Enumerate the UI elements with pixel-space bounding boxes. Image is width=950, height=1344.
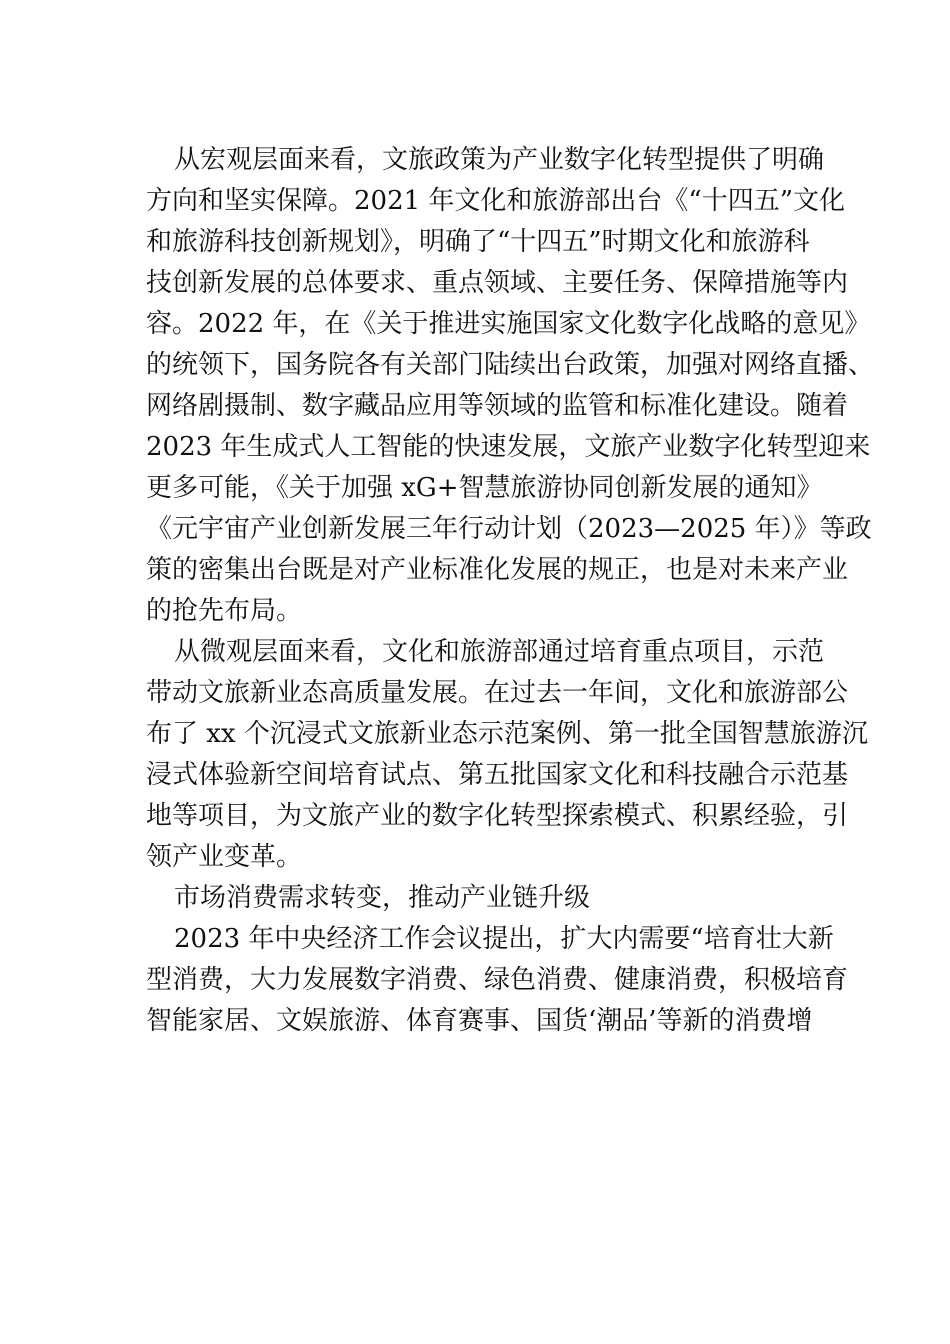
paragraph-line: 布了 xx 个沉浸式文旅新业态示范案例、第一批全国智慧旅游沉 — [146, 719, 868, 749]
paragraph-line: 2023 年生成式人工智能的快速发展，文旅产业数字化转型迎来 — [146, 432, 871, 462]
paragraph-line: 的统领下，国务院各有关部门陆续出台政策，加强对网络直播、 — [146, 350, 875, 380]
paragraph-line: 地等项目，为文旅产业的数字化转型探索模式、积累经验，引 — [146, 801, 849, 831]
section-heading: 市场消费需求转变，推动产业链升级 — [174, 883, 591, 913]
paragraph-line: 型消费，大力发展数字消费、绿色消费、健康消费，积极培育 — [146, 965, 849, 995]
paragraph-line: 带动文旅新业态高质量发展。在过去一年间，文化和旅游部公 — [146, 678, 849, 708]
paragraph-line: 的抢先布局。 — [146, 596, 303, 626]
paragraph-line: 领产业变革。 — [146, 842, 303, 872]
paragraph-line: 2023 年中央经济工作会议提出，扩大内需要“培育壮大新 — [174, 924, 834, 954]
paragraph-line: 《元宇宙产业创新发展三年行动计划（2023—2025 年）》等政 — [146, 514, 872, 544]
document-body — [146, 140, 875, 1042]
paragraph-line: 更多可能，《关于加强 xG+智慧旅游协同创新发展的通知》 — [146, 473, 823, 503]
paragraph-line: 容。2022 年，在《关于推进实施国家文化数字化战略的意见》 — [146, 309, 871, 339]
paragraph-consumption — [146, 919, 849, 1042]
paragraph-line: 和旅游科技创新规划》，明确了“十四五”时期文化和旅游科 — [146, 227, 810, 257]
paragraph-line: 策的密集出台既是对产业标准化发展的规正，也是对未来产业 — [146, 555, 849, 585]
paragraph-line: 浸式体验新空间培育试点、第五批国家文化和科技融合示范基 — [146, 760, 849, 790]
paragraph-line: 技创新发展的总体要求、重点领域、主要任务、保障措施等内 — [146, 268, 849, 298]
paragraph-line: 从宏观层面来看，文旅政策为产业数字化转型提供了明确 — [174, 145, 825, 175]
paragraph-line: 从微观层面来看，文化和旅游部通过培育重点项目，示范 — [174, 637, 825, 667]
paragraph-line: 智能家居、文娱旅游、体育赛事、国货‘潮品’等新的消费增 — [146, 1006, 813, 1036]
paragraph-line: 方向和坚实保障。2021 年文化和旅游部出台《“十四五”文化 — [146, 186, 846, 216]
paragraph-macro-policy — [146, 140, 875, 632]
paragraph-line: 网络剧摄制、数字藏品应用等领域的监管和标准化建设。随着 — [146, 391, 849, 421]
paragraph-micro-projects — [146, 632, 868, 878]
